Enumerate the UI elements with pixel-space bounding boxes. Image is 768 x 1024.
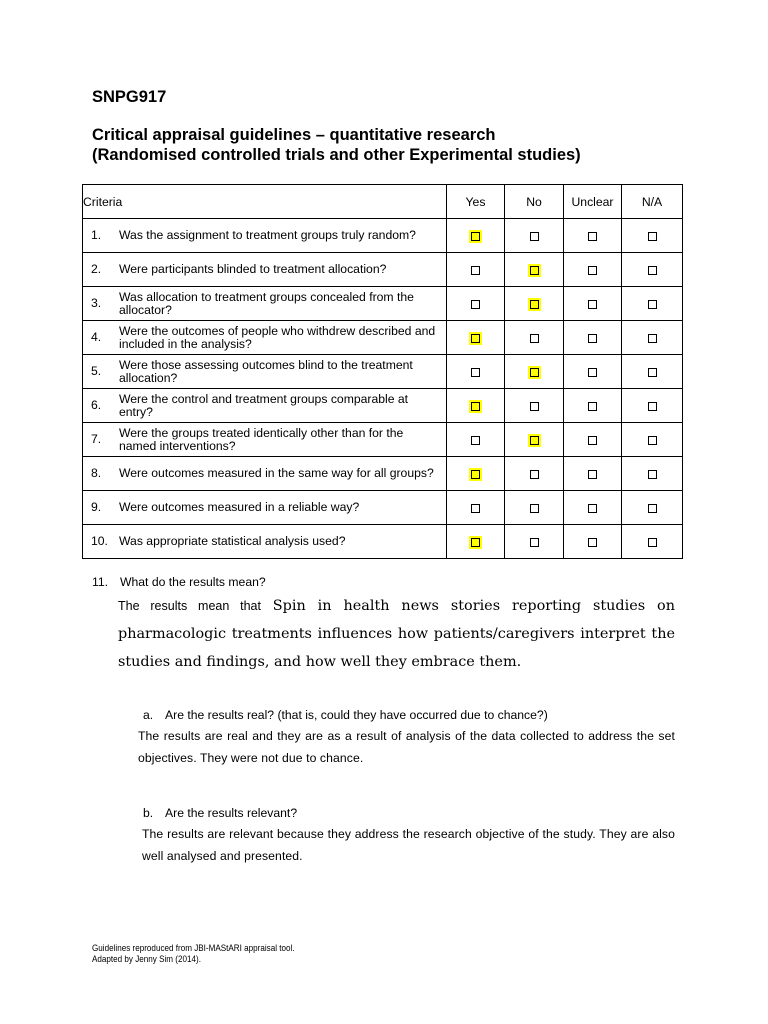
criteria-text: Was the assignment to treatment groups truly random? [119, 228, 416, 242]
criteria-cell [83, 457, 447, 491]
criteria-cell [83, 491, 447, 525]
checkbox-no[interactable] [530, 334, 539, 343]
answer-b: The results are relevant because they address the research objective of the study. They are also well analysed and presented. [142, 827, 675, 863]
column-header-criteria: Criteria [83, 185, 447, 219]
criteria-text: Were participants blinded to treatment allocation? [119, 262, 387, 276]
criteria-number: 3. [91, 296, 102, 310]
checkbox-yes[interactable] [471, 436, 480, 445]
criteria-number: 7. [91, 432, 102, 446]
table-header-row [83, 185, 683, 219]
checkbox-no[interactable] [530, 232, 539, 241]
footer-line-1: Guidelines reproduced from JBI-MAStARI appraisal tool. [92, 943, 295, 953]
option-cell-no [505, 355, 564, 389]
criteria-cell [83, 287, 447, 321]
title-line-2: (Randomised controlled trials and other Experimental studies) [92, 146, 581, 164]
option-cell-na [622, 389, 683, 423]
question-a [143, 708, 548, 722]
option-cell-yes [447, 491, 505, 525]
answer-a: The results are real and they are as a result of analysis of the data collected to address the set objectives. They were not due to chance. [138, 729, 675, 765]
table-row [83, 321, 683, 355]
option-cell-na [622, 423, 683, 457]
column-header-no: No [505, 185, 564, 219]
checkbox-no[interactable] [530, 436, 539, 445]
question-11-number: 11. [92, 575, 109, 589]
criteria-cell [83, 423, 447, 457]
option-cell-yes [447, 423, 505, 457]
checkbox-no[interactable] [530, 504, 539, 513]
criteria-number: 6. [91, 398, 102, 412]
table-row [83, 491, 683, 525]
question-a-text: Are the results real? (that is, could they have occurred due to chance?) [165, 708, 548, 722]
option-cell-unclear [564, 491, 622, 525]
criteria-cell [83, 219, 447, 253]
option-cell-unclear [564, 219, 622, 253]
criteria-text: Were those assessing outcomes blind to the treatment allocation? [119, 357, 413, 385]
checkbox-unclear[interactable] [588, 300, 597, 309]
option-cell-no [505, 423, 564, 457]
option-cell-no [505, 321, 564, 355]
checkbox-unclear[interactable] [588, 232, 597, 241]
criteria-cell [83, 525, 447, 559]
option-cell-na [622, 491, 683, 525]
option-cell-no [505, 253, 564, 287]
option-cell-no [505, 491, 564, 525]
option-cell-unclear [564, 253, 622, 287]
option-cell-yes [447, 355, 505, 389]
criteria-cell [83, 355, 447, 389]
criteria-text: Was appropriate statistical analysis used? [119, 534, 346, 548]
option-cell-no [505, 525, 564, 559]
criteria-text: Were outcomes measured in the same way for all groups? [119, 466, 434, 480]
checkbox-na[interactable] [648, 436, 657, 445]
question-b-text: Are the results relevant? [165, 806, 298, 820]
criteria-number: 9. [91, 500, 102, 514]
checkbox-unclear[interactable] [588, 470, 597, 479]
criteria-number: 4. [91, 330, 102, 344]
option-cell-no [505, 219, 564, 253]
checkbox-na[interactable] [648, 300, 657, 309]
footer-line-2: Adapted by Jenny Sim (2014). [92, 954, 201, 964]
option-cell-unclear [564, 423, 622, 457]
criteria-cell [83, 389, 447, 423]
option-cell-na [622, 321, 683, 355]
checkbox-yes[interactable] [471, 402, 480, 411]
table-row [83, 457, 683, 491]
table-row [83, 219, 683, 253]
question-a-label: a. [143, 708, 154, 722]
criteria-text: Were the outcomes of people who withdrew described and included in the analysis? [119, 323, 436, 351]
table-row [83, 355, 683, 389]
option-cell-na [622, 525, 683, 559]
table-row [83, 253, 683, 287]
checkbox-yes[interactable] [471, 504, 480, 513]
checkbox-na[interactable] [648, 368, 657, 377]
option-cell-yes [447, 457, 505, 491]
option-cell-yes [447, 525, 505, 559]
question-b [143, 806, 297, 820]
footer-note [92, 943, 295, 965]
checkbox-unclear[interactable] [588, 538, 597, 547]
checkbox-na[interactable] [648, 232, 657, 241]
checkbox-no[interactable] [530, 538, 539, 547]
checkbox-yes[interactable] [471, 266, 480, 275]
checkbox-yes[interactable] [471, 470, 480, 479]
question-11-text: What do the results mean? [120, 575, 266, 589]
checkbox-unclear[interactable] [588, 266, 597, 275]
checkbox-unclear[interactable] [588, 402, 597, 411]
checkbox-yes[interactable] [471, 538, 480, 547]
option-cell-no [505, 287, 564, 321]
criteria-number: 5. [91, 364, 102, 378]
criteria-cell [83, 253, 447, 287]
answer-11-body: Spin in health news stories reporting studies on pharmacologic treatments influences how patients/caregivers interpret the studies and findings, and how well they embrace them. [118, 598, 675, 670]
question-b-label: b. [143, 806, 154, 820]
checkbox-na[interactable] [648, 538, 657, 547]
checkbox-no[interactable] [530, 470, 539, 479]
checkbox-na[interactable] [648, 334, 657, 343]
criteria-table [82, 184, 683, 559]
checkbox-no[interactable] [530, 368, 539, 377]
option-cell-unclear [564, 321, 622, 355]
option-cell-na [622, 219, 683, 253]
checkbox-unclear[interactable] [588, 334, 597, 343]
option-cell-unclear [564, 355, 622, 389]
criteria-cell [83, 321, 447, 355]
option-cell-unclear [564, 287, 622, 321]
table-row [83, 287, 683, 321]
option-cell-yes [447, 253, 505, 287]
checkbox-na[interactable] [648, 470, 657, 479]
criteria-text: Were the control and treatment groups comparable at entry? [119, 391, 409, 419]
option-cell-na [622, 355, 683, 389]
course-code: SNPG917 [92, 88, 167, 106]
option-cell-yes [447, 389, 505, 423]
criteria-number: 2. [91, 262, 102, 276]
option-cell-unclear [564, 457, 622, 491]
table-row [83, 525, 683, 559]
table-row [83, 423, 683, 457]
criteria-text: Was allocation to treatment groups concealed from the allocator? [119, 289, 414, 317]
checkbox-unclear[interactable] [588, 436, 597, 445]
criteria-number: 10. [91, 534, 108, 548]
option-cell-yes [447, 321, 505, 355]
option-cell-unclear [564, 525, 622, 559]
criteria-number: 1. [91, 228, 102, 242]
page-title [92, 125, 581, 165]
option-cell-na [622, 253, 683, 287]
checkbox-no[interactable] [530, 300, 539, 309]
criteria-text: Were outcomes measured in a reliable way? [119, 500, 360, 514]
criteria-number: 8. [91, 466, 102, 480]
option-cell-na [622, 457, 683, 491]
checkbox-na[interactable] [648, 402, 657, 411]
checkbox-na[interactable] [648, 266, 657, 275]
answer-11-lead: The results mean that [118, 599, 261, 613]
checkbox-unclear[interactable] [588, 504, 597, 513]
checkbox-yes[interactable] [471, 368, 480, 377]
option-cell-na [622, 287, 683, 321]
checkbox-no[interactable] [530, 266, 539, 275]
option-cell-no [505, 389, 564, 423]
checkbox-yes[interactable] [471, 300, 480, 309]
option-cell-yes [447, 219, 505, 253]
checkbox-no[interactable] [530, 402, 539, 411]
option-cell-no [505, 457, 564, 491]
option-cell-yes [447, 287, 505, 321]
table-row [83, 389, 683, 423]
checkbox-na[interactable] [648, 504, 657, 513]
checkbox-yes[interactable] [471, 334, 480, 343]
question-11 [92, 575, 266, 589]
title-line-1: Critical appraisal guidelines – quantitative research [92, 126, 496, 144]
criteria-text: Were the groups treated identically other than for the named interventions? [119, 425, 404, 453]
question-11-answer [118, 592, 675, 676]
column-header-yes: Yes [447, 185, 505, 219]
column-header-unclear: Unclear [564, 185, 622, 219]
checkbox-unclear[interactable] [588, 368, 597, 377]
checkbox-yes[interactable] [471, 232, 480, 241]
column-header-na: N/A [622, 185, 683, 219]
option-cell-unclear [564, 389, 622, 423]
